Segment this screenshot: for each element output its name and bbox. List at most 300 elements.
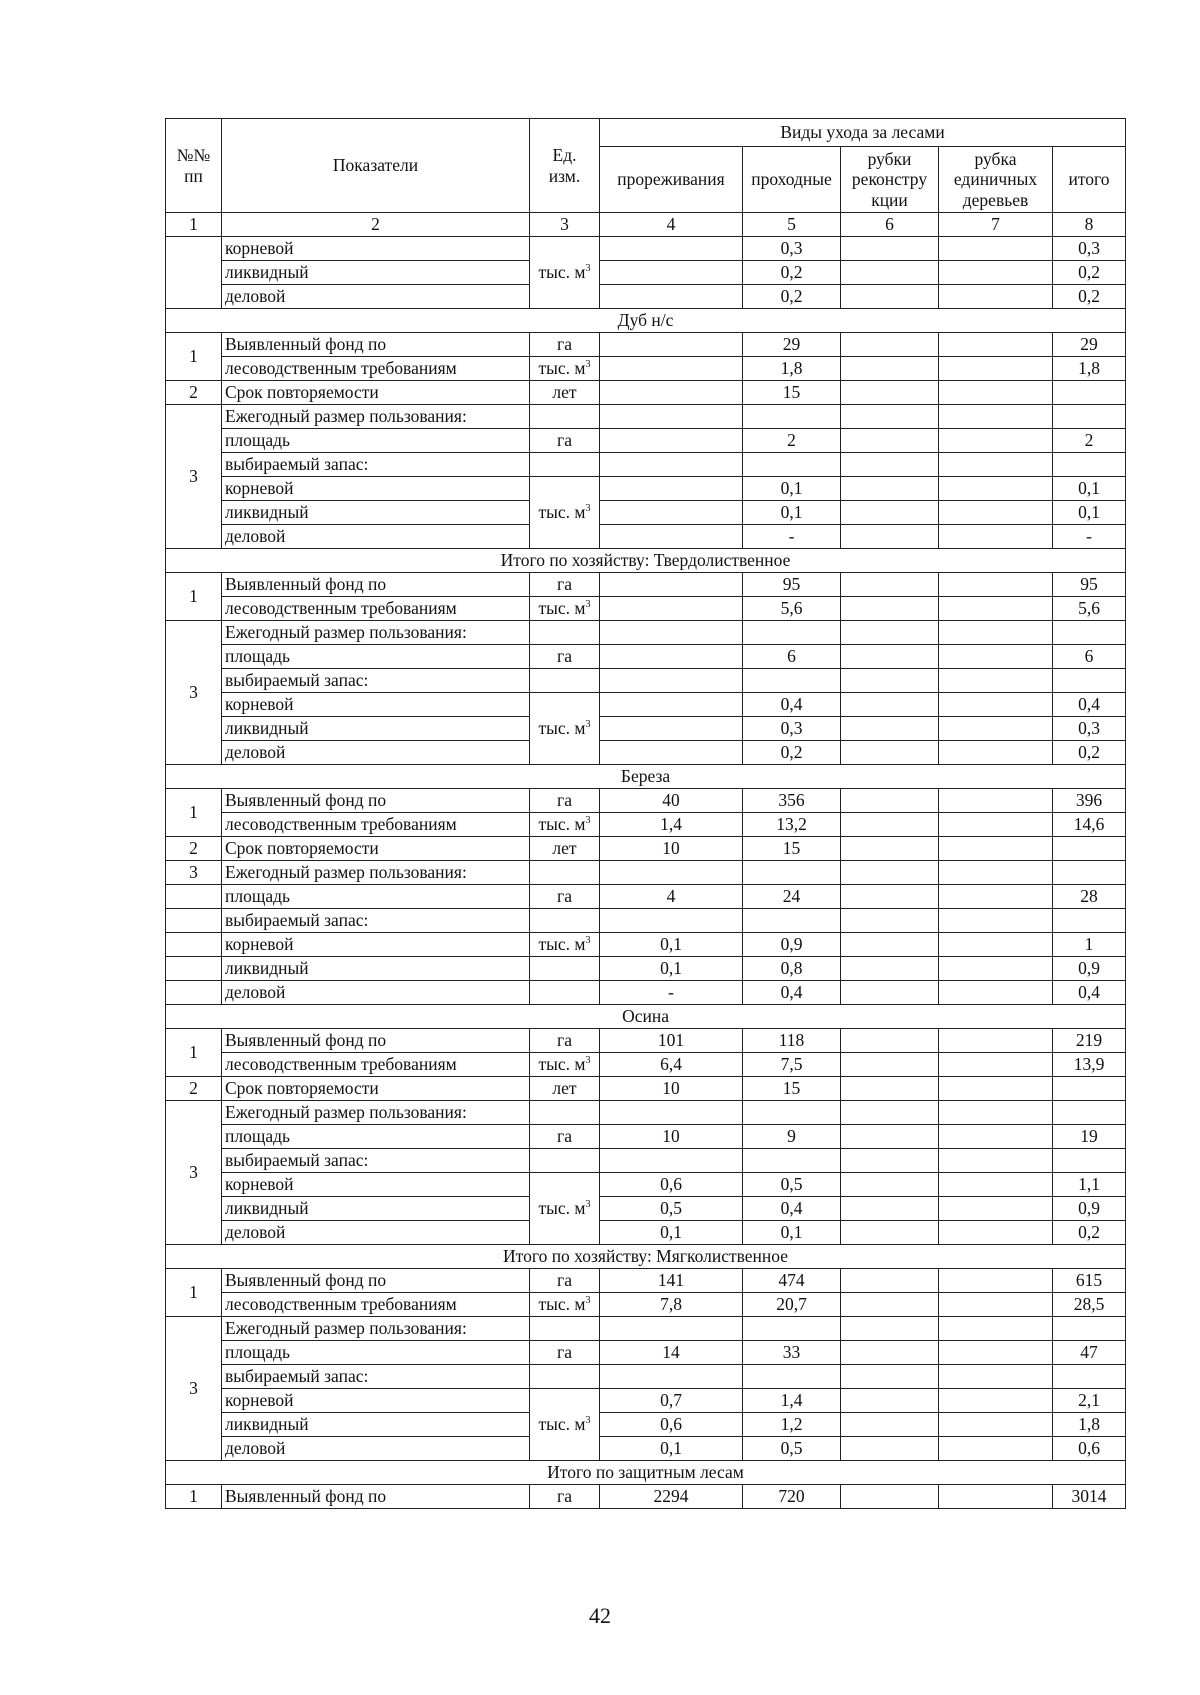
cell-total: 3014 — [1053, 1485, 1126, 1509]
cell — [743, 1149, 841, 1173]
cell — [939, 1365, 1053, 1389]
cell: 0,1 — [600, 957, 743, 981]
row-label-root: корневой — [222, 933, 530, 957]
num-cell: 1 — [166, 1485, 222, 1509]
cell — [743, 1101, 841, 1125]
cell — [600, 285, 743, 309]
row-label-business: деловой — [222, 525, 530, 549]
cell — [600, 237, 743, 261]
cell — [841, 1269, 939, 1293]
cell — [841, 501, 939, 525]
cell — [600, 741, 743, 765]
row-label-root: корневой — [222, 693, 530, 717]
row-label-annual: Ежегодный размер пользования: — [222, 1317, 530, 1341]
cell — [841, 597, 939, 621]
cell: 0,3 — [743, 717, 841, 741]
unit-cell — [530, 981, 600, 1005]
cell-total: 219 — [1053, 1029, 1126, 1053]
cell — [841, 237, 939, 261]
cell — [841, 885, 939, 909]
cell — [841, 1173, 939, 1197]
cell — [841, 1029, 939, 1053]
cell — [841, 285, 939, 309]
cell — [939, 333, 1053, 357]
cell-total — [1053, 1101, 1126, 1125]
cell: 1,8 — [743, 357, 841, 381]
row-label-period: Срок повторяемости — [222, 381, 530, 405]
unit-cell: га — [530, 1029, 600, 1053]
row-label-area: площадь — [222, 1341, 530, 1365]
section-title-oak: Дуб н/с — [166, 309, 1126, 333]
cell: 10 — [600, 1077, 743, 1101]
cell-total: 13,9 — [1053, 1053, 1126, 1077]
num-cell: 3 — [166, 621, 222, 765]
cell — [939, 837, 1053, 861]
cell — [600, 525, 743, 549]
cell-total — [1053, 837, 1126, 861]
cell — [939, 1293, 1053, 1317]
col-number: 8 — [1053, 213, 1126, 237]
cell — [939, 1053, 1053, 1077]
cell-total: 0,1 — [1053, 477, 1126, 501]
cell-total: 19 — [1053, 1125, 1126, 1149]
section-title-protective-total: Итого по защитным лесам — [166, 1461, 1126, 1485]
cell — [743, 669, 841, 693]
row-label-root: корневой — [222, 237, 530, 261]
cell-total: 0,3 — [1053, 717, 1126, 741]
cell: 0,2 — [743, 285, 841, 309]
num-cell: 1 — [166, 1269, 222, 1317]
row-label-liquid: ликвидный — [222, 957, 530, 981]
cell — [939, 1389, 1053, 1413]
num-cell: 3 — [166, 1317, 222, 1461]
section-title-birch: Береза — [166, 765, 1126, 789]
cell — [841, 669, 939, 693]
cell — [939, 525, 1053, 549]
row-label-root: корневой — [222, 477, 530, 501]
cell: - — [743, 525, 841, 549]
cell-total — [1053, 1149, 1126, 1173]
page-number: 42 — [589, 1603, 611, 1628]
cell — [600, 1317, 743, 1341]
cell — [939, 861, 1053, 885]
row-label-business: деловой — [222, 741, 530, 765]
row-label-fund: Выявленный фонд по — [222, 333, 530, 357]
header-unit: Ед. изм. — [530, 119, 600, 213]
row-label-liquid: ликвидный — [222, 261, 530, 285]
cell — [939, 1413, 1053, 1437]
header-col-single-trees: рубка единичных деревьев — [939, 147, 1053, 213]
cell-total: 1,8 — [1053, 357, 1126, 381]
row-label-area: площадь — [222, 429, 530, 453]
cell — [939, 1101, 1053, 1125]
cell — [841, 813, 939, 837]
cell: 10 — [600, 837, 743, 861]
cell — [939, 1077, 1053, 1101]
cell — [841, 621, 939, 645]
cell — [841, 381, 939, 405]
col-number: 3 — [530, 213, 600, 237]
cell: 356 — [743, 789, 841, 813]
forest-care-table — [165, 118, 1126, 1509]
row-label-fund-cont: лесоводственным требованиям — [222, 1293, 530, 1317]
num-cell: 3 — [166, 405, 222, 549]
cell — [600, 1149, 743, 1173]
cell — [939, 741, 1053, 765]
cell — [939, 237, 1053, 261]
unit-cell: га — [530, 1341, 600, 1365]
cell: 0,8 — [743, 957, 841, 981]
cell: 6 — [743, 645, 841, 669]
unit-cell: лет — [530, 837, 600, 861]
cell-total: 28 — [1053, 885, 1126, 909]
cell — [841, 333, 939, 357]
cell — [939, 981, 1053, 1005]
unit-cell: тыс. $м^3$ — [530, 597, 600, 621]
cell — [841, 789, 939, 813]
cell: 1,4 — [743, 1389, 841, 1413]
cell — [841, 693, 939, 717]
section-title-aspen: Осина — [166, 1005, 1126, 1029]
unit-cell: га — [530, 885, 600, 909]
cell: 33 — [743, 1341, 841, 1365]
cell-total — [1053, 909, 1126, 933]
row-label-business: деловой — [222, 981, 530, 1005]
unit-cell — [530, 957, 600, 981]
row-label-business: деловой — [222, 1221, 530, 1245]
cell-total: 0,4 — [1053, 693, 1126, 717]
cell: 2294 — [600, 1485, 743, 1509]
unit-cell — [530, 453, 600, 477]
unit-cell: га — [530, 1485, 600, 1509]
num-cell: 3 — [166, 1101, 222, 1245]
num-cell: 1 — [166, 333, 222, 381]
cell-total: 0,2 — [1053, 1221, 1126, 1245]
cell — [939, 669, 1053, 693]
unit-cell: тыс. $м^3$ — [530, 1173, 600, 1245]
row-label-area: площадь — [222, 645, 530, 669]
cell — [939, 597, 1053, 621]
cell — [841, 405, 939, 429]
cell — [841, 429, 939, 453]
cell — [743, 909, 841, 933]
cell — [841, 1149, 939, 1173]
cell-total: 0,2 — [1053, 285, 1126, 309]
cell — [939, 1269, 1053, 1293]
cell — [939, 261, 1053, 285]
num-cell — [166, 885, 222, 909]
cell — [939, 477, 1053, 501]
cell: 24 — [743, 885, 841, 909]
cell-total: 0,3 — [1053, 237, 1126, 261]
col-number: 4 — [600, 213, 743, 237]
header-indicator: Показатели — [222, 119, 530, 213]
cell — [939, 933, 1053, 957]
col-number: 5 — [743, 213, 841, 237]
cell — [939, 813, 1053, 837]
cell — [600, 477, 743, 501]
cell: 14 — [600, 1341, 743, 1365]
cell — [939, 885, 1053, 909]
num-cell: 2 — [166, 1077, 222, 1101]
cell — [939, 357, 1053, 381]
cell — [939, 621, 1053, 645]
num-cell — [166, 933, 222, 957]
cell: 6,4 — [600, 1053, 743, 1077]
cell — [600, 861, 743, 885]
unit-cell — [530, 1317, 600, 1341]
row-label-annual: Ежегодный размер пользования: — [222, 1101, 530, 1125]
unit-cell — [530, 669, 600, 693]
cell — [939, 1197, 1053, 1221]
cell-total — [1053, 1365, 1126, 1389]
cell — [600, 1101, 743, 1125]
cell — [841, 477, 939, 501]
unit-cell: га — [530, 333, 600, 357]
unit-cell — [530, 1101, 600, 1125]
cell: 0,5 — [743, 1173, 841, 1197]
cell — [841, 1221, 939, 1245]
cell — [841, 957, 939, 981]
cell: 15 — [743, 1077, 841, 1101]
cell: 95 — [743, 573, 841, 597]
cell — [841, 1077, 939, 1101]
cell — [939, 1317, 1053, 1341]
row-label-fund-cont: лесоводственным требованиям — [222, 357, 530, 381]
row-label-annual: Ежегодный размер пользования: — [222, 621, 530, 645]
unit-cell: га — [530, 1269, 600, 1293]
row-label-fund: Выявленный фонд по — [222, 1029, 530, 1053]
cell — [600, 357, 743, 381]
row-label-period: Срок повторяемости — [222, 837, 530, 861]
cell: 29 — [743, 333, 841, 357]
cell — [939, 429, 1053, 453]
cell: 118 — [743, 1029, 841, 1053]
cell — [743, 1365, 841, 1389]
cell: 40 — [600, 789, 743, 813]
cell-total: 0,9 — [1053, 957, 1126, 981]
unit-cell: га — [530, 789, 600, 813]
cell — [600, 333, 743, 357]
cell — [939, 1125, 1053, 1149]
row-label-fund: Выявленный фонд по — [222, 573, 530, 597]
cell — [939, 573, 1053, 597]
num-cell: 1 — [166, 573, 222, 621]
row-label-area: площадь — [222, 1125, 530, 1149]
row-label-stock: выбираемый запас: — [222, 1149, 530, 1173]
cell — [939, 717, 1053, 741]
row-label-annual: Ежегодный размер пользования: — [222, 405, 530, 429]
col-number: 1 — [166, 213, 222, 237]
cell-total: 2,1 — [1053, 1389, 1126, 1413]
cell — [600, 1365, 743, 1389]
cell: - — [600, 981, 743, 1005]
cell — [841, 1389, 939, 1413]
unit-cell: тыс. $м^3$ — [530, 1053, 600, 1077]
row-label-stock: выбираемый запас: — [222, 453, 530, 477]
num-cell — [166, 909, 222, 933]
cell — [939, 1341, 1053, 1365]
cell-total: - — [1053, 525, 1126, 549]
cell: 474 — [743, 1269, 841, 1293]
header-num: №№ пп — [166, 119, 222, 213]
cell — [841, 1197, 939, 1221]
cell — [841, 861, 939, 885]
unit-cell: тыс. $м^3$ — [530, 477, 600, 549]
section-title-hardwood-total: Итого по хозяйству: Твердолиственное — [166, 549, 1126, 573]
cell — [939, 693, 1053, 717]
unit-cell: лет — [530, 1077, 600, 1101]
row-label-stock: выбираемый запас: — [222, 909, 530, 933]
cell: 0,1 — [600, 1221, 743, 1245]
cell: 10 — [600, 1125, 743, 1149]
cell — [600, 429, 743, 453]
cell-total — [1053, 1317, 1126, 1341]
col-number: 6 — [841, 213, 939, 237]
cell — [841, 1101, 939, 1125]
cell — [743, 453, 841, 477]
unit-cell — [530, 405, 600, 429]
cell — [743, 861, 841, 885]
cell — [841, 837, 939, 861]
cell: 1,2 — [743, 1413, 841, 1437]
num-cell: 2 — [166, 381, 222, 405]
cell — [841, 1317, 939, 1341]
section-title-softwood-total: Итого по хозяйству: Мягколиственное — [166, 1245, 1126, 1269]
row-label-fund-cont: лесоводственным требованиям — [222, 813, 530, 837]
unit-cell — [530, 861, 600, 885]
col-number: 2 — [222, 213, 530, 237]
cell: 9 — [743, 1125, 841, 1149]
cell-total: 0,2 — [1053, 741, 1126, 765]
cell-total: 0,2 — [1053, 261, 1126, 285]
cell — [841, 741, 939, 765]
num-cell — [166, 957, 222, 981]
unit-cell — [530, 1365, 600, 1389]
col-number: 7 — [939, 213, 1053, 237]
cell-total: 95 — [1053, 573, 1126, 597]
cell-total: 0,4 — [1053, 981, 1126, 1005]
cell — [841, 645, 939, 669]
cell — [939, 1221, 1053, 1245]
cell — [841, 981, 939, 1005]
row-label-root: корневой — [222, 1173, 530, 1197]
cell — [743, 1317, 841, 1341]
cell — [600, 645, 743, 669]
cell — [939, 381, 1053, 405]
num-cell: 3 — [166, 861, 222, 885]
header-col-thinning: прореживания — [600, 147, 743, 213]
cell — [600, 909, 743, 933]
cell — [600, 669, 743, 693]
cell — [841, 1125, 939, 1149]
cell: 0,1 — [600, 1437, 743, 1461]
cell — [939, 1437, 1053, 1461]
cell — [939, 1485, 1053, 1509]
cell: 0,6 — [600, 1413, 743, 1437]
cell: 4 — [600, 885, 743, 909]
num-cell: 1 — [166, 1029, 222, 1077]
unit-cell: лет — [530, 381, 600, 405]
cell-total — [1053, 669, 1126, 693]
cell: 0,2 — [743, 741, 841, 765]
cell-total: 1,1 — [1053, 1173, 1126, 1197]
cell-total — [1053, 861, 1126, 885]
cell: 0,1 — [743, 501, 841, 525]
cell: 0,7 — [600, 1389, 743, 1413]
cell — [841, 453, 939, 477]
cell: 0,4 — [743, 1197, 841, 1221]
cell: 0,2 — [743, 261, 841, 285]
row-label-fund: Выявленный фонд по — [222, 1269, 530, 1293]
row-label-liquid: ликвидный — [222, 1197, 530, 1221]
cell-total — [1053, 621, 1126, 645]
unit-cell: тыс. $м^3$ — [530, 357, 600, 381]
row-label-business: деловой — [222, 1437, 530, 1461]
cell — [600, 597, 743, 621]
cell: 15 — [743, 837, 841, 861]
row-label-liquid: ликвидный — [222, 1413, 530, 1437]
cell: 720 — [743, 1485, 841, 1509]
row-label-root: корневой — [222, 1389, 530, 1413]
cell: 0,5 — [600, 1197, 743, 1221]
cell-total — [1053, 453, 1126, 477]
cell-total: 0,9 — [1053, 1197, 1126, 1221]
cell — [939, 1173, 1053, 1197]
unit-cell — [530, 621, 600, 645]
cell: 7,8 — [600, 1293, 743, 1317]
header-col-passage: проходные — [743, 147, 841, 213]
cell — [939, 645, 1053, 669]
cell — [939, 405, 1053, 429]
cell: 0,4 — [743, 693, 841, 717]
cell: 141 — [600, 1269, 743, 1293]
cell-total: 14,6 — [1053, 813, 1126, 837]
cell — [841, 357, 939, 381]
num-cell: 1 — [166, 789, 222, 837]
header-col-total: итого — [1053, 147, 1126, 213]
header-col-reconstruction: рубки реконстру кции — [841, 147, 939, 213]
cell: 5,6 — [743, 597, 841, 621]
row-label-area: площадь — [222, 885, 530, 909]
cell — [841, 717, 939, 741]
row-label-liquid: ликвидный — [222, 501, 530, 525]
cell — [600, 405, 743, 429]
unit-cell: га — [530, 1125, 600, 1149]
row-label-stock: выбираемый запас: — [222, 669, 530, 693]
cell — [841, 1413, 939, 1437]
cell: 7,5 — [743, 1053, 841, 1077]
row-label-fund-cont: лесоводственным требованиям — [222, 597, 530, 621]
cell-total: 47 — [1053, 1341, 1126, 1365]
unit-cell: тыс. $м^3$ — [530, 1389, 600, 1461]
cell — [600, 453, 743, 477]
cell — [939, 501, 1053, 525]
cell — [841, 1485, 939, 1509]
cell — [841, 1293, 939, 1317]
unit-cell — [530, 909, 600, 933]
row-label-stock: выбираемый запас: — [222, 1365, 530, 1389]
cell-total: 615 — [1053, 1269, 1126, 1293]
cell — [939, 285, 1053, 309]
unit-cell — [530, 1149, 600, 1173]
row-label-liquid: ликвидный — [222, 717, 530, 741]
cell-total: 2 — [1053, 429, 1126, 453]
cell — [841, 933, 939, 957]
cell — [939, 789, 1053, 813]
cell — [841, 1437, 939, 1461]
cell: 15 — [743, 381, 841, 405]
